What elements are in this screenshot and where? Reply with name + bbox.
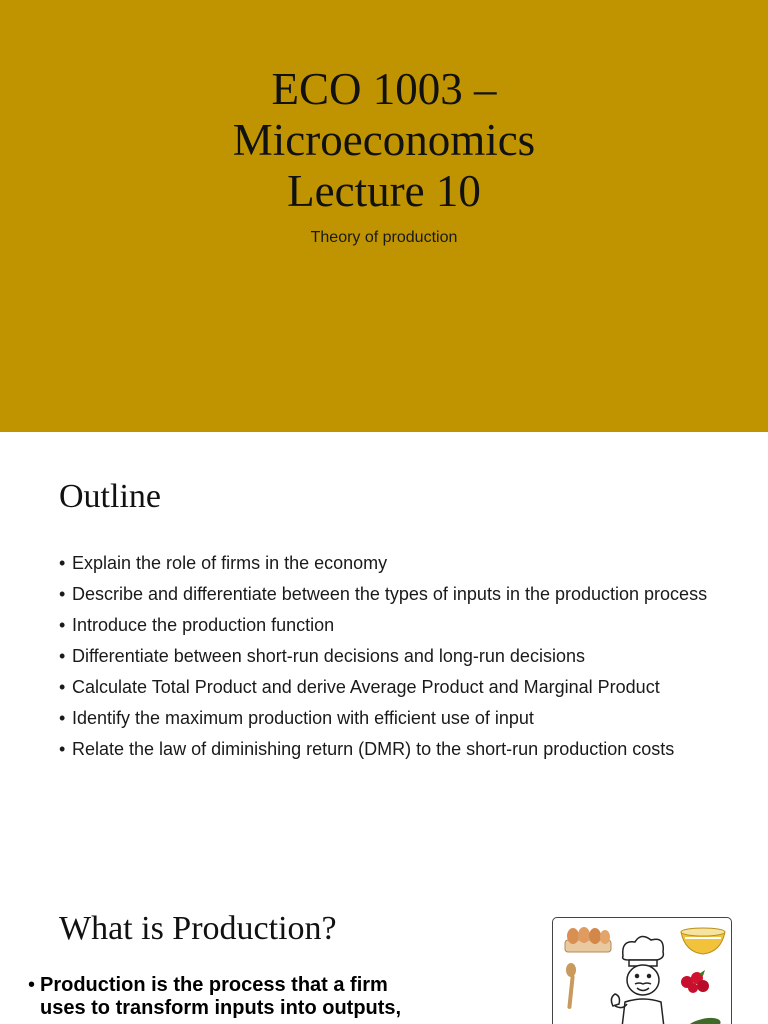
title-line-lecture: Lecture 10 bbox=[287, 166, 481, 216]
title-line-subject: Microeconomics bbox=[232, 115, 536, 165]
list-item bbox=[59, 614, 719, 637]
outline-list bbox=[59, 552, 719, 769]
production-text-line-1: Production is the process that a firm bbox=[40, 974, 388, 996]
title-slide bbox=[0, 0, 768, 432]
outline-slide bbox=[0, 444, 768, 876]
bullet-icon: • bbox=[59, 646, 66, 666]
bullet-icon: • bbox=[59, 739, 66, 759]
chef-cooking-ingredients-icon bbox=[552, 917, 732, 1024]
bullet-icon: • bbox=[59, 584, 66, 604]
production-heading: What is Production? bbox=[59, 910, 337, 947]
outline-item-text: Calculate Total Product and derive Average Product and Marginal Product bbox=[72, 677, 660, 697]
raspberries-icon bbox=[681, 970, 709, 993]
outline-item-text: Introduce the production function bbox=[72, 615, 335, 635]
list-item bbox=[59, 676, 719, 699]
zucchini-icon bbox=[684, 1015, 722, 1024]
list-item bbox=[59, 738, 719, 761]
list-item bbox=[59, 552, 719, 575]
list-item bbox=[59, 583, 719, 606]
production-text-line-2: uses to transform inputs into outputs, bbox=[40, 997, 402, 1019]
outline-heading: Outline bbox=[59, 478, 161, 515]
outline-item-text: Relate the law of diminishing return (DMR) to the short-run production costs bbox=[72, 739, 675, 759]
bullet-icon: • bbox=[59, 708, 66, 728]
list-item bbox=[59, 645, 719, 668]
chef-icon bbox=[611, 936, 665, 1024]
bullet-icon: • bbox=[59, 677, 66, 697]
outline-item-text: Explain the role of firms in the economy bbox=[72, 553, 388, 573]
production-definition bbox=[28, 974, 508, 1020]
outline-item-text: Differentiate between short-run decisions and long-run decisions bbox=[72, 646, 585, 666]
lecture-title bbox=[0, 64, 768, 217]
spoon-icon bbox=[566, 963, 576, 1009]
lecture-subtitle: Theory of production bbox=[310, 229, 458, 246]
production-slide bbox=[0, 888, 768, 1024]
eggs-icon bbox=[565, 927, 611, 952]
chef-illustration-graphic bbox=[553, 918, 731, 1024]
bowl-icon bbox=[681, 928, 725, 954]
bullet-icon: • bbox=[59, 615, 66, 635]
list-item bbox=[59, 707, 719, 730]
outline-item-text: Identify the maximum production with efficient use of input bbox=[72, 708, 534, 728]
title-line-course: ECO 1003 – bbox=[271, 64, 497, 114]
slide-separator bbox=[0, 432, 768, 444]
outline-item-text: Describe and differentiate between the types of inputs in the production process bbox=[72, 584, 708, 604]
bullet-icon: • bbox=[59, 553, 66, 573]
bullet-icon: • bbox=[28, 974, 36, 996]
